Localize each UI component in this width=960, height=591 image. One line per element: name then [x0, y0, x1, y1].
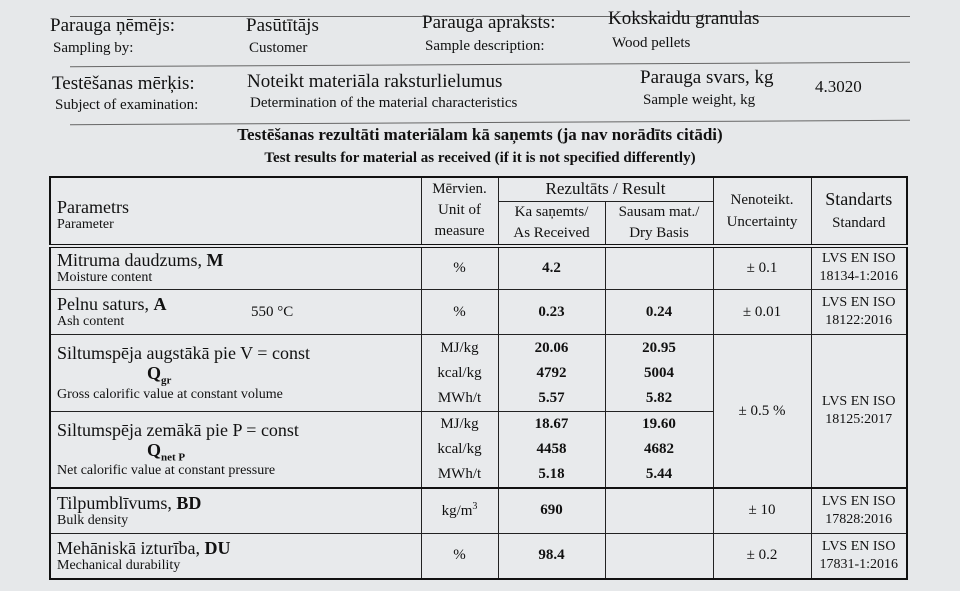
cell-text: MWh/t [437, 389, 482, 406]
divider [70, 62, 910, 67]
cell-text: 5004 [644, 364, 674, 381]
cell-text: Ka saņemts/ [514, 203, 589, 220]
cell-text: Moisture content [57, 270, 153, 286]
table-cell [811, 290, 907, 335]
header-standard [811, 177, 907, 246]
cell-text: 18134-1:2016 [819, 269, 899, 285]
table-cell: ± 10 [713, 488, 811, 533]
cell-text: Parameter [57, 216, 114, 232]
table-cell [498, 335, 605, 412]
header-dry-basis [605, 201, 713, 246]
cell-text: 5.57 [538, 389, 565, 406]
cell-text: MJ/kg [440, 339, 479, 356]
description-value-en: Wood pellets [612, 35, 691, 51]
cell-text: As Received [513, 224, 590, 241]
cell-text: LVS EN ISO [822, 394, 896, 409]
table-cell: ± 0.2 [713, 533, 811, 579]
cell-text: Siltumspēja zemākā pie P = const [57, 419, 299, 440]
cell-text: Mehāniskā izturība, [57, 537, 205, 558]
table-cell: % [421, 290, 498, 335]
cell-text: 550 °C [251, 304, 294, 320]
table-cell [811, 246, 907, 290]
table-cell [605, 412, 713, 489]
cell-text: Unit of [438, 202, 481, 219]
table-cell: 0.23 [498, 290, 605, 335]
cell-text: 20.95 [642, 339, 676, 356]
results-table [49, 176, 908, 580]
cell-text: Sausam mat./ [618, 203, 700, 220]
table-cell: 0.24 [605, 290, 713, 335]
cell-text: gr [161, 374, 172, 387]
cell-text: Tilpumblīvums, [57, 492, 177, 513]
cell-text [57, 493, 421, 513]
table-cell [421, 335, 498, 412]
cell-text: net P [161, 451, 186, 464]
sampling-label-en: Sampling by: [53, 40, 134, 56]
cell-text: Parametrs [57, 196, 129, 217]
cell-text: Ash content [57, 314, 125, 329]
weight-label-lv: Parauga svars, kg [640, 67, 774, 88]
cell-text: Standarts [825, 188, 893, 209]
subject-label-lv: Testēšanas mērķis: [52, 73, 195, 94]
cell-text: 5.82 [645, 389, 673, 406]
cell-text: LVS EN ISO [822, 295, 896, 310]
cell-text: Nenoteikt. [730, 191, 794, 208]
table-cell [50, 533, 421, 579]
cell-text: M [206, 250, 224, 271]
table-cell: 690 [498, 488, 605, 533]
table-cell [498, 412, 605, 489]
cell-text: 18.67 [534, 416, 569, 432]
cell-text: MWh/t [437, 466, 482, 482]
cell-text [57, 250, 421, 270]
table-cell [50, 335, 421, 412]
table-cell [605, 533, 713, 579]
header-result: Rezultāts / Result [498, 177, 713, 201]
cell-text: 19.60 [642, 416, 676, 432]
table-cell [605, 335, 713, 412]
cell-text: 4458 [536, 441, 567, 457]
cell-text: kcal/kg [437, 441, 482, 457]
cell-text [57, 294, 421, 314]
cell-text [147, 440, 421, 464]
cell-text: Pelnu saturs, [57, 294, 154, 314]
calorific-uncertainty: ± 0.5 % [713, 335, 811, 489]
table-row-ash [50, 290, 907, 335]
cell-text: LVS EN ISO [822, 251, 896, 267]
table-cell [50, 488, 421, 533]
sampling-label-lv: Parauga ņēmējs: [50, 15, 176, 36]
cell-text: 17831-1:2016 [819, 556, 899, 572]
cell-text: kcal/kg [437, 364, 482, 381]
cell-text: Dry Basis [629, 224, 689, 241]
table-cell [811, 533, 907, 579]
cell-text: Gross calorific value at constant volume [57, 386, 283, 402]
weight-label-en: Sample weight, kg [643, 92, 756, 108]
cell-text: 4792 [536, 364, 567, 381]
table-cell [421, 488, 498, 533]
cell-text: Siltumspēja augstākā pie V = const [57, 343, 310, 364]
header-parameter [50, 177, 421, 246]
cell-text: BD [176, 492, 202, 513]
cell-text: 5.44 [645, 466, 673, 482]
table-row-bulk-density [50, 488, 907, 533]
results-title-en: Test results for material as received (if it is not specified differently) [264, 150, 696, 166]
results-title-lv: Testēšanas rezultāti materiālam kā saņemts (ja nav norādīts citādi) [237, 125, 723, 144]
cell-text: kg/m [441, 503, 473, 520]
cell-text: MJ/kg [440, 416, 479, 432]
table-cell: % [421, 246, 498, 290]
calorific-standard [811, 335, 907, 489]
cell-text: Mērvien. [432, 181, 487, 198]
cell-text: 5.18 [538, 466, 565, 482]
table-cell [50, 246, 421, 290]
header-uncertainty [713, 177, 811, 246]
cell-text: Uncertainty [726, 213, 798, 230]
table-cell: 4.2 [498, 246, 605, 290]
cell-text: 18125:2017 [825, 412, 893, 427]
cell-text: Q [147, 439, 162, 460]
weight-value: 4.3020 [815, 77, 862, 96]
table-cell [605, 246, 713, 290]
cell-text: Standard [832, 214, 886, 231]
cell-text [147, 363, 421, 387]
cell-text: 17828:2016 [825, 511, 893, 527]
table-cell [50, 412, 421, 489]
description-value-lv: Kokskaidu granulas [608, 8, 760, 29]
cell-text: 4682 [644, 441, 674, 457]
subject-label-en: Subject of examination: [55, 97, 199, 113]
table-row-gross-calorific [50, 335, 907, 412]
cell-text: DU [204, 537, 231, 558]
cell-text: Q [147, 363, 162, 384]
table-cell [811, 488, 907, 533]
table-cell: % [421, 533, 498, 579]
cell-text [57, 538, 421, 558]
cell-text: Net calorific value at constant pressure [57, 463, 276, 479]
cell-text: LVS EN ISO [822, 538, 896, 554]
sampler-value-en: Customer [249, 40, 308, 56]
cell-text: LVS EN ISO [822, 493, 896, 509]
table-cell: ± 0.1 [713, 246, 811, 290]
cell-text: Bulk density [57, 512, 129, 528]
subject-value-lv: Noteikt materiāla raksturlielumus [247, 71, 503, 92]
description-label-lv: Parauga apraksts: [422, 12, 556, 33]
cell-text: 18122:2016 [825, 313, 893, 328]
cell-text: 20.06 [534, 339, 569, 356]
table-row-moisture [50, 246, 907, 290]
sampler-value-lv: Pasūtītājs [246, 15, 319, 36]
table-cell [50, 290, 421, 335]
cell-text: measure [434, 223, 485, 240]
cell-text: A [153, 294, 167, 314]
subject-value-en: Determination of the material characteristics [250, 95, 518, 111]
header-unit [421, 177, 498, 246]
table-cell [421, 412, 498, 489]
cell-text: Mechanical durability [57, 557, 181, 573]
table-row-mechanical-durability [50, 533, 907, 579]
table-cell: ± 0.01 [713, 290, 811, 335]
cell-text: Mitruma daudzums, [57, 250, 207, 271]
header-as-received [498, 201, 605, 246]
table-cell [605, 488, 713, 533]
table-cell: 98.4 [498, 533, 605, 579]
table-header-row [50, 177, 907, 201]
cell-text: 3 [472, 501, 478, 513]
description-label-en: Sample description: [425, 38, 545, 54]
